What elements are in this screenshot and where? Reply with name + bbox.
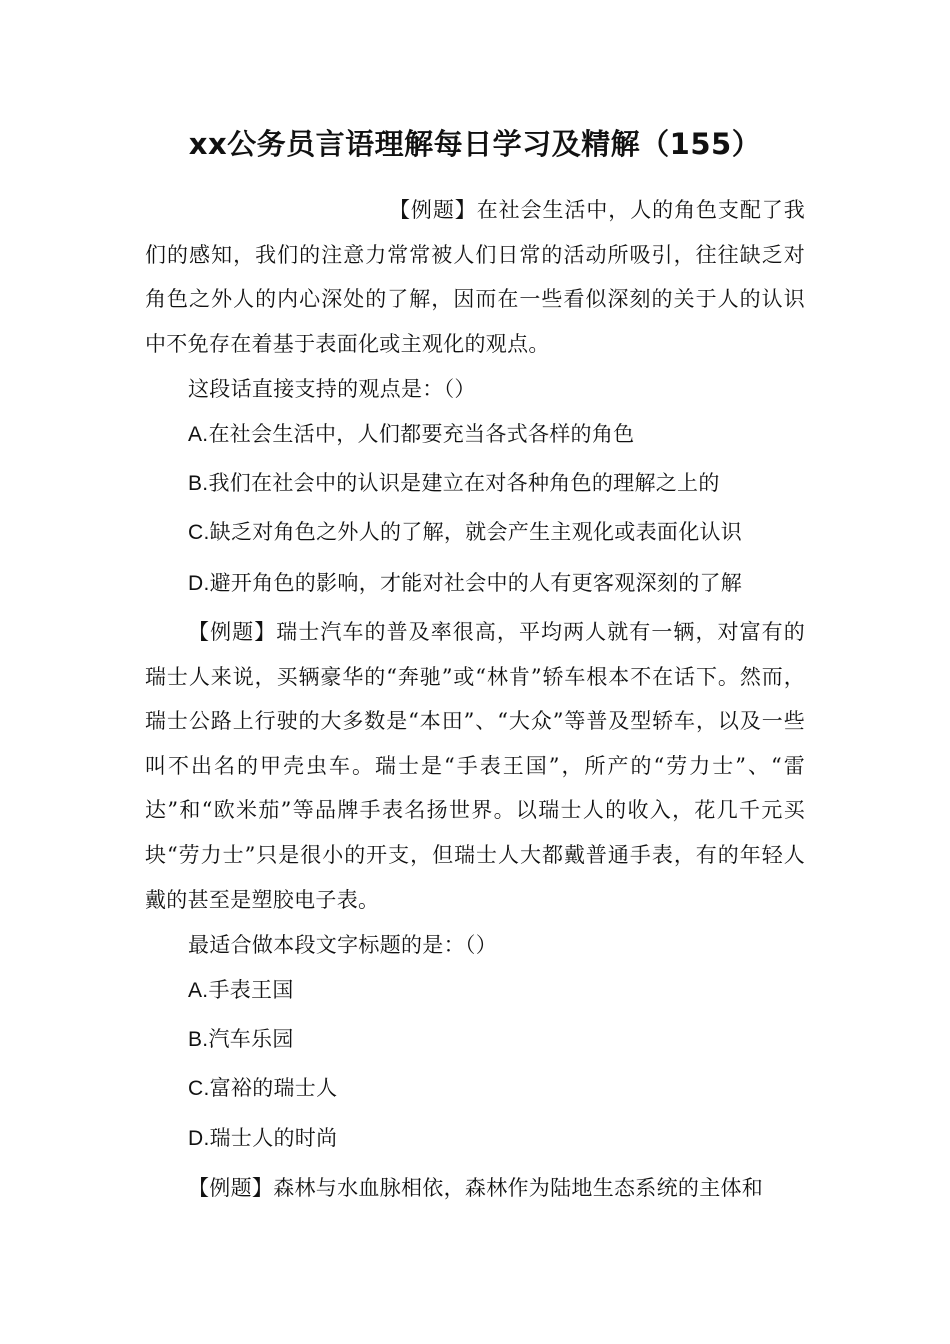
option-letter: C.: [188, 521, 210, 544]
question-1-option-c: [188, 517, 742, 548]
option-letter: B.: [188, 1028, 209, 1051]
passage-text: 森林与水血脉相依，森林作为陆地生态系统的主体和: [273, 1176, 764, 1200]
option-text: 缺乏对角色之外人的了解，就会产生主观化或表面化认识: [209, 520, 743, 544]
question-2-option-d: [188, 1123, 337, 1154]
question-2-option-a: [188, 975, 294, 1006]
page-title: xx公务员言语理解每日学习及精解（155）: [188, 127, 762, 161]
option-text: 在社会生活中，人们都要充当各式各样的角色: [208, 422, 635, 446]
option-text: 手表王国: [208, 978, 294, 1002]
option-letter: D.: [188, 572, 210, 595]
question-1-passage: [145, 188, 805, 366]
passage-text: 在社会生活中，人的角色支配了我们的感知，我们的注意力常常被人们日常的活动所吸引，往往缺乏对角色之外人的内心深处的了解，因而在一些看似深刻的关于人的认识中不免存在着基于表面化或主观化的观点。: [145, 198, 806, 356]
question-2-passage: [145, 610, 805, 922]
question-2-prompt: 最适合做本段文字标题的是：（）: [188, 933, 497, 957]
example-tag: 【例题】: [188, 620, 277, 644]
option-letter: C.: [188, 1077, 210, 1100]
passage-text: 瑞士汽车的普及率很高，平均两人就有一辆，对富有的瑞士人来说，买辆豪华的“奔驰”或“林肯”轿车根本不在话下。然而，瑞士公路上行驶的大多数是“本田”、“大众”等普及型轿车，以及一些叫不出名的甲壳虫车。瑞士是“手表王国”，所产的“劳力士”、“雷达”和“欧米茄”等品牌手表名扬世界。以瑞士人的收入，花几千元买块“劳力士”只是很小的开支，但瑞士人大都戴普通手表，有的年轻人戴的甚至是塑胶电子表。: [145, 620, 806, 912]
option-text: 瑞士人的时尚: [209, 1126, 338, 1150]
question-1-option-d: [188, 568, 742, 599]
option-letter: A.: [188, 423, 209, 446]
example-tag: 【例题】: [188, 1176, 274, 1200]
option-text: 富裕的瑞士人: [209, 1076, 338, 1100]
question-1-option-b: [188, 468, 720, 499]
example-tag: 【例题】: [389, 198, 477, 222]
option-text: 避开角色的影响，才能对社会中的人有更客观深刻的了解: [209, 571, 743, 595]
question-1-option-a: [188, 419, 634, 450]
question-2-option-b: [188, 1024, 294, 1055]
option-letter: D.: [188, 1127, 210, 1150]
option-text: 汽车乐园: [208, 1027, 294, 1051]
option-letter: B.: [188, 472, 209, 495]
question-2-option-c: [188, 1073, 337, 1104]
option-text: 我们在社会中的认识是建立在对各种角色的理解之上的: [208, 471, 720, 495]
question-3-passage: [145, 1166, 805, 1211]
option-letter: A.: [188, 979, 209, 1002]
question-1-prompt: 这段话直接支持的观点是：（）: [188, 377, 476, 401]
